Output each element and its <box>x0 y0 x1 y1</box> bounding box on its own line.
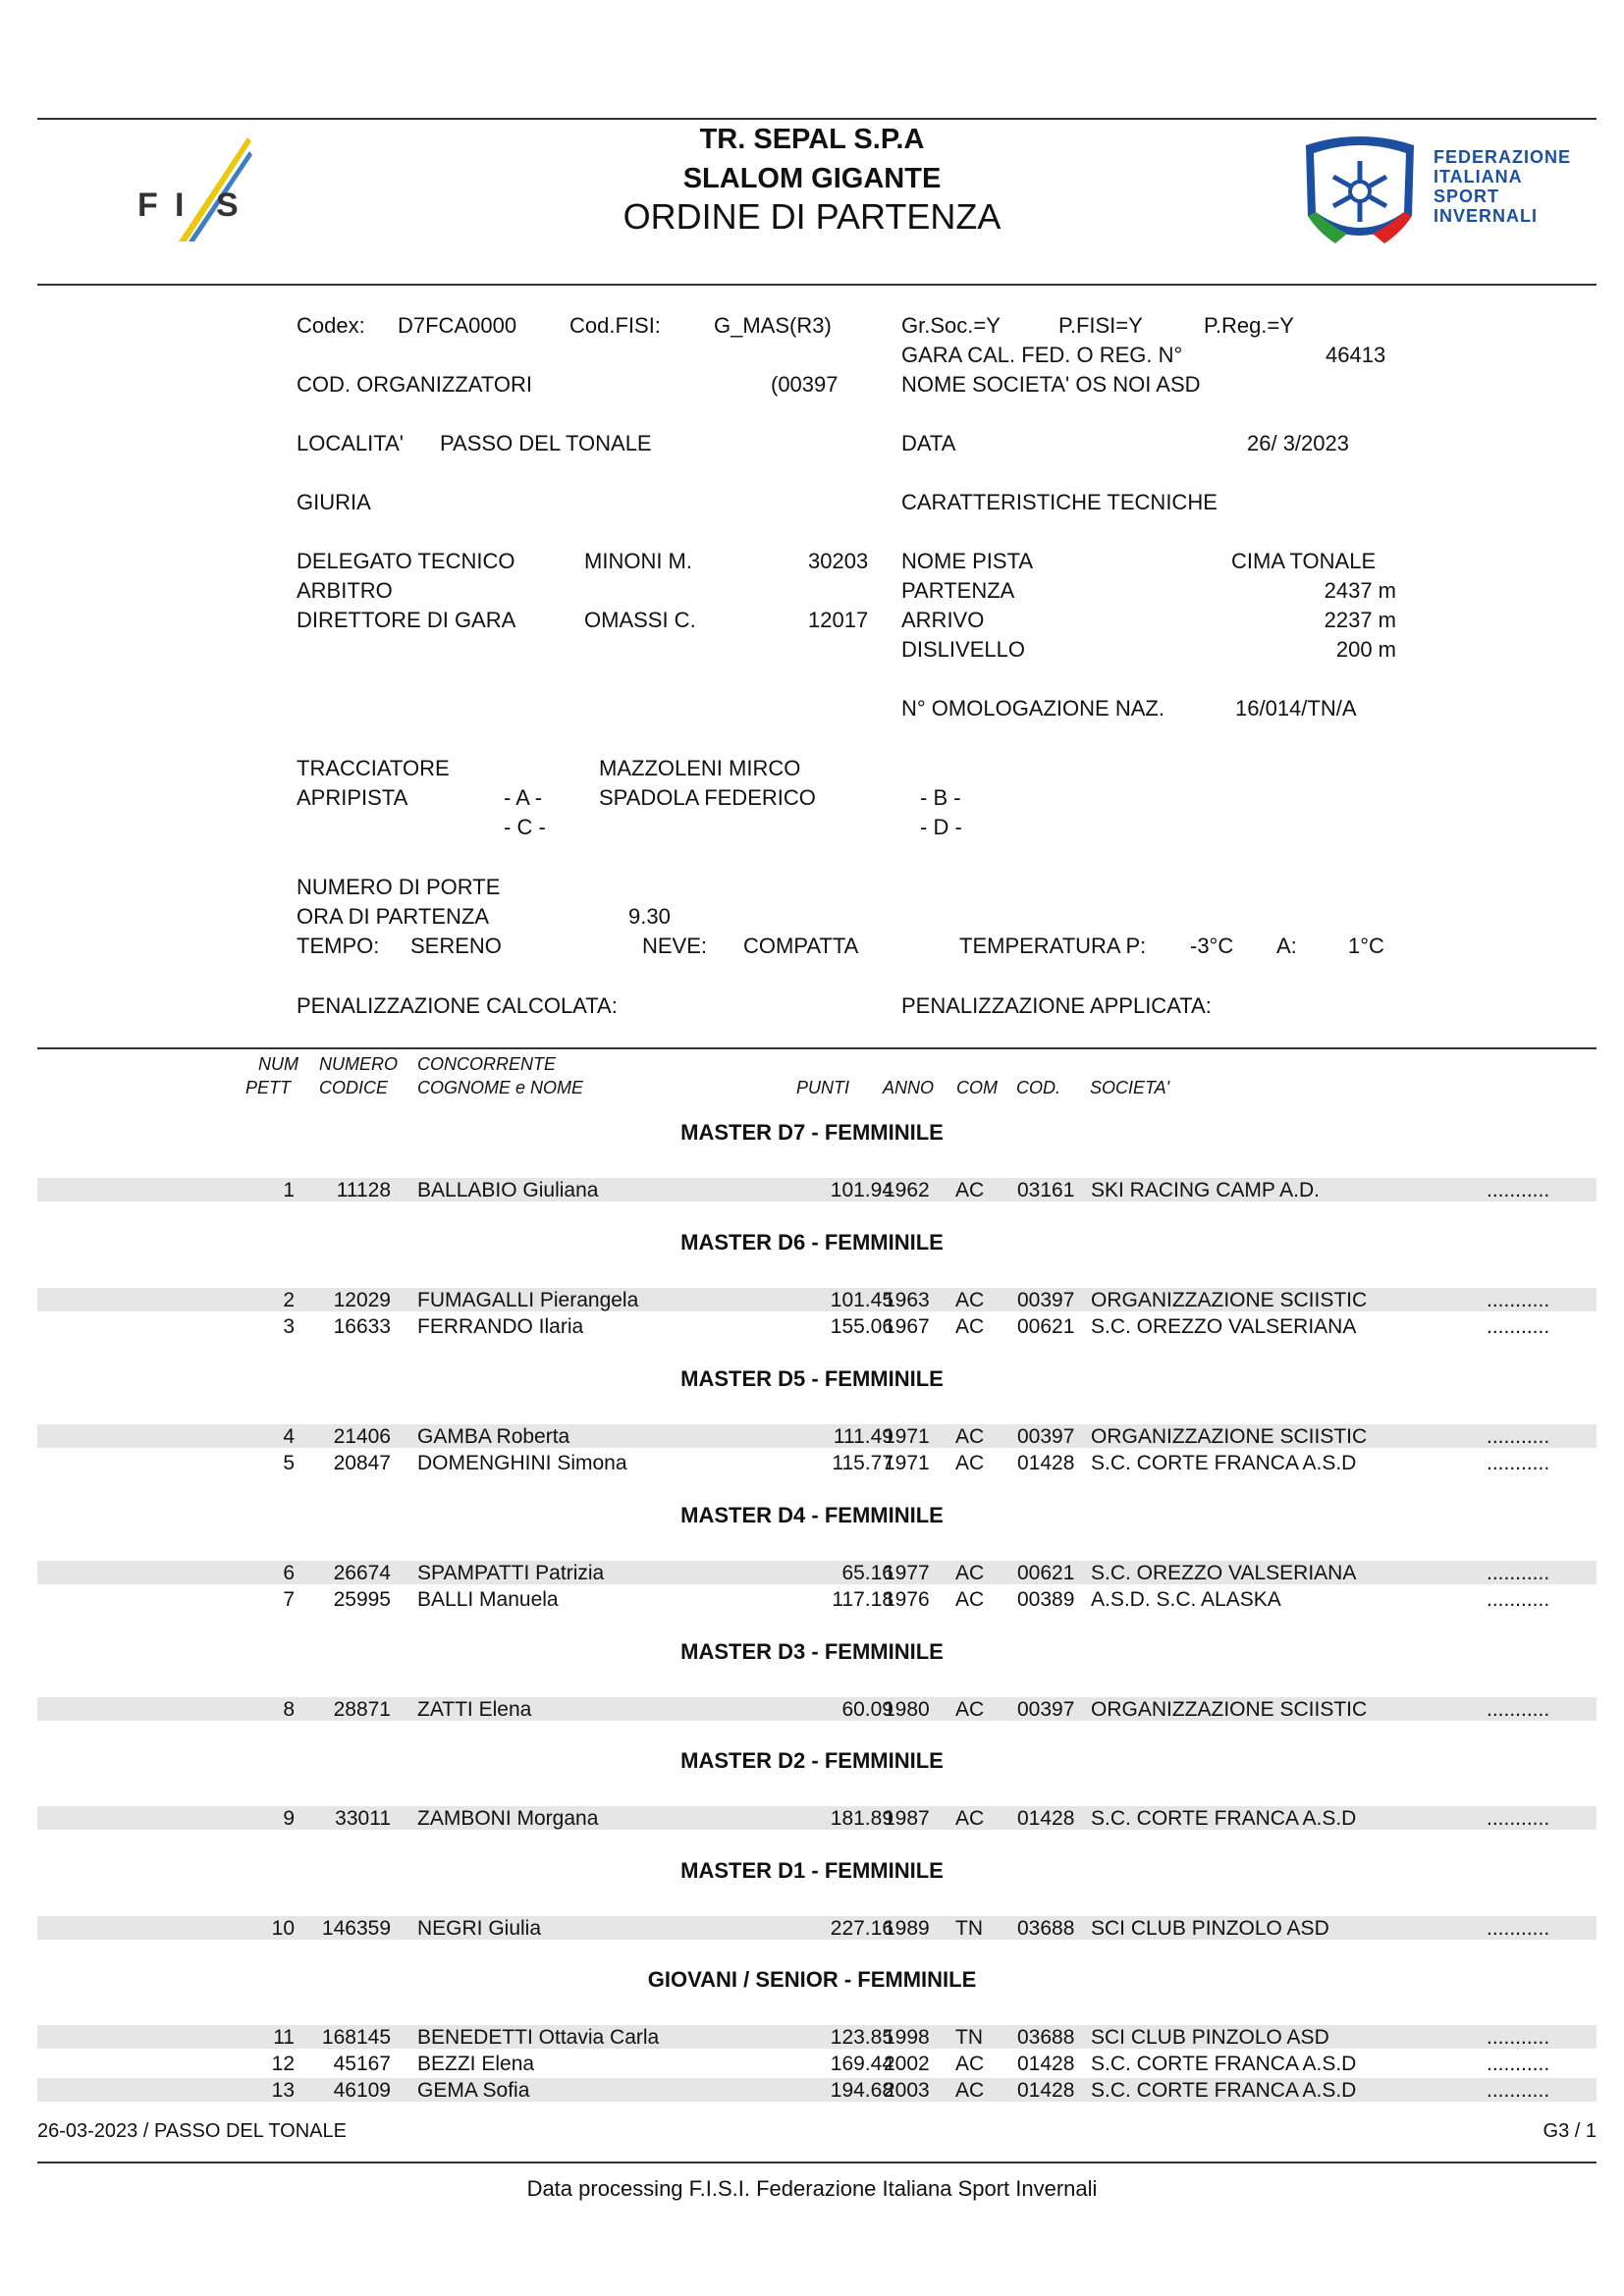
athlete-name: ZAMBONI Morgana <box>417 1807 599 1830</box>
codfisi-label: Cod.FISI: <box>569 313 661 338</box>
bib-number: 13 <box>271 2079 295 2102</box>
codex-value: D7FCA0000 <box>398 313 517 338</box>
committee: AC <box>955 1425 985 1448</box>
codfisi-value: G_MAS(R3) <box>714 313 832 338</box>
club-name: SCI CLUB PINZOLO ASD <box>1091 2026 1329 2049</box>
category-heading: GIOVANI / SENIOR - FEMMINILE <box>647 1967 977 1992</box>
birth-year: 1962 <box>884 1179 930 1201</box>
data-processing-note: Data processing F.I.S.I. Federazione Italiana Sport Invernali <box>526 2176 1098 2201</box>
athlete-name: FUMAGALLI Pierangela <box>417 1289 639 1311</box>
athlete-code: 33011 <box>335 1807 391 1830</box>
committee: TN <box>955 1917 983 1940</box>
table-row <box>37 2078 1597 2102</box>
gara-label: GARA CAL. FED. O REG. N° <box>901 343 1183 367</box>
athlete-name: BALLABIO Giuliana <box>417 1179 599 1201</box>
delegato-name: MINONI M. <box>584 549 692 573</box>
result-dots: ........... <box>1487 1562 1550 1584</box>
committee: AC <box>955 1562 985 1584</box>
athlete-name: BALLI Manuela <box>417 1588 559 1611</box>
club-name: ORGANIZZAZIONE SCIISTIC <box>1091 1289 1368 1311</box>
athlete-code: 26674 <box>333 1562 391 1584</box>
header-organizer: TR. SEPAL S.P.A <box>699 124 925 155</box>
dislivello-value: 200 m <box>1335 637 1396 662</box>
localita-value: PASSO DEL TONALE <box>440 431 652 455</box>
table-row <box>37 2025 1597 2049</box>
club-code: 00397 <box>1017 1289 1075 1311</box>
arrivo-value: 2237 m <box>1324 608 1396 632</box>
athlete-name: FERRANDO Ilaria <box>417 1315 584 1338</box>
category-heading: MASTER D1 - FEMMINILE <box>680 1858 944 1883</box>
bib-number: 8 <box>283 1698 295 1721</box>
penalizzazione-calcolata: PENALIZZAZIONE CALCOLATA: <box>297 993 618 1018</box>
preg: P.Reg.=Y <box>1204 313 1294 338</box>
direttore-label: DIRETTORE DI GARA <box>297 608 516 632</box>
birth-year: 1971 <box>884 1452 930 1474</box>
svg-text:S: S <box>216 187 239 224</box>
club-code: 03161 <box>1017 1179 1075 1201</box>
athlete-name: ZATTI Elena <box>417 1698 532 1721</box>
tempo-value: SERENO <box>410 934 502 958</box>
bib-number: 1 <box>283 1179 295 1201</box>
svg-text:I: I <box>175 187 185 224</box>
table-row <box>37 1806 1597 1830</box>
apripista-c-label: - C - <box>504 815 546 839</box>
committee: AC <box>955 1289 985 1311</box>
committee: AC <box>955 1315 985 1338</box>
fis-points: 227.16 <box>830 1917 893 1940</box>
cod-org-value: (00397 <box>771 372 839 397</box>
club-code: 01428 <box>1017 1807 1075 1830</box>
footer-rule <box>37 2162 1597 2163</box>
fisi-logo-line: ITALIANA <box>1434 167 1523 187</box>
club-name: S.C. CORTE FRANCA A.S.D <box>1091 1807 1357 1830</box>
temperatura-a: 1°C <box>1348 934 1384 958</box>
athlete-code: 46109 <box>333 2079 391 2102</box>
arbitro-label: ARBITRO <box>297 578 393 603</box>
omologazione-label: N° OMOLOGAZIONE NAZ. <box>901 696 1164 721</box>
col-concorrente: CONCORRENTE <box>417 1054 557 1074</box>
bib-number: 3 <box>283 1315 295 1338</box>
athlete-name: BENEDETTI Ottavia Carla <box>417 2026 660 2049</box>
committee: AC <box>955 1452 985 1474</box>
codex-label: Codex: <box>297 313 365 338</box>
partenza-label: PARTENZA <box>901 578 1015 603</box>
bib-number: 11 <box>273 2026 295 2049</box>
temperatura-label: TEMPERATURA P: <box>959 934 1147 958</box>
col-societa: SOCIETA' <box>1090 1078 1170 1097</box>
fis-points: 123.85 <box>830 2026 893 2049</box>
athlete-code: 28871 <box>333 1698 391 1721</box>
club-name: SKI RACING CAMP A.D. <box>1091 1179 1320 1201</box>
athlete-code: 12029 <box>333 1289 391 1311</box>
fis-points: 115.77 <box>832 1452 893 1474</box>
birth-year: 1967 <box>884 1315 930 1338</box>
athlete-name: GEMA Sofia <box>417 2079 530 2102</box>
committee: AC <box>955 1807 985 1830</box>
fis-points: 111.49 <box>833 1425 893 1448</box>
tracciatore-name: MAZZOLENI MIRCO <box>599 756 801 780</box>
apripista-b-label: - B - <box>920 785 961 810</box>
athlete-name: DOMENGHINI Simona <box>417 1452 627 1474</box>
pfisi: P.FISI=Y <box>1058 313 1143 338</box>
temperatura-p: -3°C <box>1190 934 1234 958</box>
data-label: DATA <box>901 431 956 455</box>
col-punti: PUNTI <box>796 1078 849 1097</box>
col-com: COM <box>956 1078 998 1097</box>
club-code: 01428 <box>1017 2053 1075 2075</box>
result-dots: ........... <box>1487 1425 1550 1448</box>
ora-value: 9.30 <box>628 904 671 929</box>
fisi-logo-line: INVERNALI <box>1434 206 1539 226</box>
neve-value: COMPATTA <box>743 934 859 958</box>
result-dots: ........... <box>1487 2079 1550 2102</box>
club-name: ORGANIZZAZIONE SCIISTIC <box>1091 1698 1368 1721</box>
result-dots: ........... <box>1487 1315 1550 1338</box>
result-dots: ........... <box>1487 1289 1550 1311</box>
committee: TN <box>955 2026 983 2049</box>
table-row <box>37 1451 1597 1474</box>
category-heading: MASTER D6 - FEMMINILE <box>680 1230 944 1255</box>
bib-number: 10 <box>271 1917 295 1940</box>
athlete-code: 45167 <box>333 2053 391 2075</box>
table-row <box>37 1587 1597 1611</box>
fis-points: 169.44 <box>830 2053 893 2075</box>
table-row <box>37 1561 1597 1584</box>
table-row <box>37 1697 1597 1721</box>
athlete-name: GAMBA Roberta <box>417 1425 570 1448</box>
result-dots: ........... <box>1487 1917 1550 1940</box>
birth-year: 1987 <box>884 1807 930 1830</box>
grsoc: Gr.Soc.=Y <box>901 313 1001 338</box>
partenza-value: 2437 m <box>1324 578 1396 603</box>
club-name: SCI CLUB PINZOLO ASD <box>1091 1917 1329 1940</box>
bib-number: 12 <box>271 2053 295 2075</box>
bib-number: 4 <box>283 1425 295 1448</box>
result-dots: ........... <box>1487 1179 1550 1201</box>
committee: AC <box>955 2053 985 2075</box>
direttore-name: OMASSI C. <box>584 608 696 632</box>
club-code: 00397 <box>1017 1425 1075 1448</box>
apripista-label: APRIPISTA <box>297 785 408 810</box>
result-dots: ........... <box>1487 1698 1550 1721</box>
col-codice: CODICE <box>319 1078 389 1097</box>
club-name: S.C. CORTE FRANCA A.S.D <box>1091 2079 1357 2102</box>
bib-number: 6 <box>283 1562 295 1584</box>
committee: AC <box>955 1698 985 1721</box>
fisi-logo <box>1296 128 1591 255</box>
club-name: S.C. OREZZO VALSERIANA <box>1091 1562 1357 1584</box>
category-heading: MASTER D2 - FEMMINILE <box>680 1748 944 1773</box>
athlete-code: 11128 <box>336 1179 391 1201</box>
table-row <box>37 2052 1597 2075</box>
top-rule <box>37 118 1597 120</box>
neve-label: NEVE: <box>642 934 708 958</box>
nome-pista-label: NOME PISTA <box>901 549 1034 573</box>
delegato-label: DELEGATO TECNICO <box>297 549 515 573</box>
category-heading: MASTER D3 - FEMMINILE <box>680 1639 944 1664</box>
athlete-name: SPAMPATTI Patrizia <box>417 1562 605 1584</box>
club-code: 00389 <box>1017 1588 1075 1611</box>
club-name: S.C. CORTE FRANCA A.S.D <box>1091 1452 1357 1474</box>
club-name: S.C. OREZZO VALSERIANA <box>1091 1315 1357 1338</box>
fisi-shield-icon <box>1296 128 1424 255</box>
fisi-logo-line: FEDERAZIONE <box>1434 147 1572 167</box>
athlete-code: 16633 <box>333 1315 391 1338</box>
fis-points: 65.16 <box>841 1562 893 1584</box>
porte-label: NUMERO DI PORTE <box>297 875 501 899</box>
table-row <box>37 1288 1597 1311</box>
table-row <box>37 1178 1597 1201</box>
fisi-logo-line: SPORT <box>1434 187 1500 206</box>
birth-year: 2003 <box>884 2079 930 2102</box>
club-code: 00621 <box>1017 1315 1075 1338</box>
club-name: A.S.D. S.C. ALASKA <box>1091 1588 1281 1611</box>
delegato-code: 30203 <box>808 549 869 573</box>
athlete-code: 20847 <box>333 1452 391 1474</box>
bib-number: 5 <box>283 1452 295 1474</box>
tracciatore-label: TRACCIATORE <box>297 756 450 780</box>
fis-points: 117.18 <box>832 1588 893 1611</box>
club-code: 01428 <box>1017 2079 1075 2102</box>
club-name: ORGANIZZAZIONE SCIISTIC <box>1091 1425 1368 1448</box>
club-code: 01428 <box>1017 1452 1075 1474</box>
col-cognome-nome: COGNOME e NOME <box>417 1078 584 1097</box>
arrivo-label: ARRIVO <box>901 608 985 632</box>
birth-year: 1998 <box>884 2026 930 2049</box>
club-code: 00397 <box>1017 1698 1075 1721</box>
bib-number: 7 <box>283 1588 295 1611</box>
header-rule <box>37 284 1597 286</box>
col-anno: ANNO <box>883 1078 935 1097</box>
nome-societa: NOME SOCIETA' OS NOI ASD <box>901 372 1201 397</box>
fis-points: 194.68 <box>830 2079 893 2102</box>
apripista-a-label: - A - <box>504 785 543 810</box>
penalizzazione-applicata: PENALIZZAZIONE APPLICATA: <box>901 993 1212 1018</box>
apripista-d-label: - D - <box>920 815 962 839</box>
athlete-code: 146359 <box>321 1917 391 1940</box>
birth-year: 2002 <box>884 2053 930 2075</box>
fis-points: 155.06 <box>830 1315 893 1338</box>
table-rule <box>37 1047 1597 1049</box>
club-code: 03688 <box>1017 2026 1075 2049</box>
club-code: 03688 <box>1017 1917 1075 1940</box>
temperatura-a-label: A: <box>1276 934 1297 958</box>
birth-year: 1977 <box>884 1562 930 1584</box>
footer-date-location: 26-03-2023 / PASSO DEL TONALE <box>37 2120 347 2142</box>
category-heading: MASTER D7 - FEMMINILE <box>680 1120 944 1145</box>
result-dots: ........... <box>1487 1452 1550 1474</box>
category-heading: MASTER D4 - FEMMINILE <box>680 1503 944 1527</box>
apripista-a-name: SPADOLA FEDERICO <box>599 785 816 810</box>
athlete-code: 168145 <box>321 2026 391 2049</box>
athlete-name: BEZZI Elena <box>417 2053 535 2075</box>
omologazione-value: 16/014/TN/A <box>1235 696 1357 721</box>
birth-year: 1976 <box>884 1588 930 1611</box>
giuria-label: GIURIA <box>297 490 371 514</box>
committee: AC <box>955 1179 985 1201</box>
caratteristiche-label: CARATTERISTICHE TECNICHE <box>901 490 1218 514</box>
committee: AC <box>955 1588 985 1611</box>
athlete-code: 25995 <box>333 1588 391 1611</box>
athlete-name: NEGRI Giulia <box>417 1917 542 1940</box>
birth-year: 1980 <box>884 1698 930 1721</box>
fis-points: 101.45 <box>830 1289 893 1311</box>
table-row <box>37 1424 1597 1448</box>
nome-pista-value: CIMA TONALE <box>1231 549 1377 573</box>
tempo-label: TEMPO: <box>297 934 380 958</box>
result-dots: ........... <box>1487 1807 1550 1830</box>
athlete-code: 21406 <box>333 1425 391 1448</box>
table-row <box>37 1916 1597 1940</box>
fis-points: 181.89 <box>830 1807 893 1830</box>
birth-year: 1971 <box>884 1425 930 1448</box>
dislivello-label: DISLIVELLO <box>901 637 1025 662</box>
data-value: 26/ 3/2023 <box>1247 431 1349 455</box>
direttore-code: 12017 <box>808 608 869 632</box>
birth-year: 1963 <box>884 1289 930 1311</box>
header-discipline: SLALOM GIGANTE <box>682 163 942 194</box>
category-heading: MASTER D5 - FEMMINILE <box>680 1366 944 1391</box>
club-code: 00621 <box>1017 1562 1075 1584</box>
result-dots: ........... <box>1487 2053 1550 2075</box>
result-dots: ........... <box>1487 2026 1550 2049</box>
footer-page: G3 / 1 <box>1543 2120 1597 2142</box>
header-doc-title: ORDINE DI PARTENZA <box>623 196 1001 237</box>
cod-org-label: COD. ORGANIZZATORI <box>297 372 532 397</box>
fis-points: 60.09 <box>841 1698 893 1721</box>
ora-label: ORA DI PARTENZA <box>297 904 490 929</box>
col-cod: COD. <box>1016 1078 1060 1097</box>
table-row <box>37 1314 1597 1338</box>
club-name: S.C. CORTE FRANCA A.S.D <box>1091 2053 1357 2075</box>
col-num: NUM <box>258 1054 298 1074</box>
col-pett: PETT <box>245 1078 292 1097</box>
committee: AC <box>955 2079 985 2102</box>
col-numero: NUMERO <box>319 1054 398 1074</box>
fis-points: 101.94 <box>830 1179 893 1201</box>
localita-label: LOCALITA' <box>297 431 404 455</box>
gara-number: 46413 <box>1326 343 1386 367</box>
birth-year: 1989 <box>884 1917 930 1940</box>
result-dots: ........... <box>1487 1588 1550 1611</box>
fis-logo-f: F <box>137 187 158 224</box>
bib-number: 9 <box>283 1807 295 1830</box>
bib-number: 2 <box>283 1289 295 1311</box>
